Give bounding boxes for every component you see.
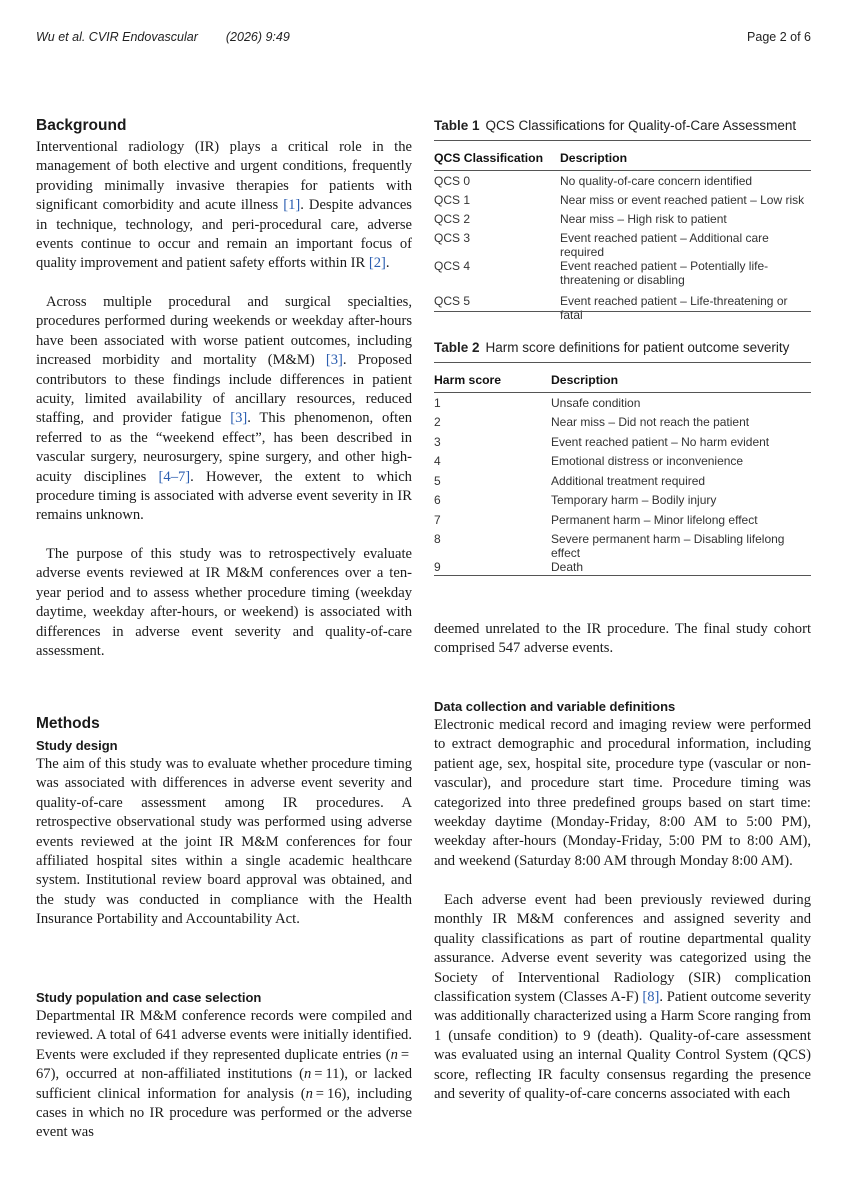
table1-row [434,231,811,259]
table1-header-row [434,146,811,170]
table2-row [434,493,811,513]
table1-description-cell: No quality-of-care concern identified [560,174,753,188]
table1-description-cell: Near miss – High risk to patient [560,212,727,226]
table2-row [434,454,811,474]
data-collection-heading: Data collection and variable definitions [434,699,676,714]
citation-link[interactable]: [8] [642,989,660,1006]
table2-header-description: Description [551,372,619,387]
table2-code-cell: 3 [434,434,441,449]
table1-bottom-rule [434,311,811,312]
table1-top-rule [434,140,811,141]
table2-description-cell: Near miss – Did not reach the patient [551,415,750,429]
table2-row [434,474,811,494]
table1-title [434,118,796,133]
table2 [434,367,811,580]
running-head [36,30,811,48]
table1-row [434,193,811,212]
table2-top-rule [434,362,811,363]
page-number: Page 2 of 6 [747,30,811,44]
table2-description-cell: Permanent harm – Minor lifelong effect [551,512,758,527]
table2-code-cell: 1 [434,396,441,410]
table2-row [434,435,811,455]
table1-code-cell: QCS 2 [434,212,471,226]
table2-code-cell: 7 [434,512,441,527]
running-head-year: (2026) 9:49 [225,30,290,44]
table1-code-cell: QCS 1 [434,193,471,207]
table1-description-cell: Near miss or event reached patient – Low risk [560,193,805,207]
table1-header-rule [434,170,811,171]
data-collection-paragraph-1: Electronic medical record and imaging review were performed to extract demographic and procedural information, including patient age, sex, hospital site, procedure type (vascular or non-vascular), and procedure start time. Procedure timing was categorized into three predefined groups based on start time: weekday daytime (Monday-Friday, 8:00 AM to 5:00 PM), weekday after-hours (Monday-Friday, 5:00 PM to 8:00 AM), and weekend (Saturday 8:00 AM through Monday 8:00 AM). [434,717,811,869]
table1-row [434,294,811,322]
table2-description-cell: Event reached patient – No harm evident [551,434,770,449]
table1-code-cell: QCS 0 [434,174,471,188]
table2-header-score: Harm score [434,372,502,387]
table1 [434,146,811,322]
table2-header-rule [434,392,811,393]
data-collection-paragraph-2: Each adverse event had been previously reviewed during monthly IR M&M conferences and assigned severity and quality classifications as part of routine departmental quality assurance. Adverse event severity was categorized using the Society of Interventional Radiology (SIR) complication classification system (Classes A-F) [8]. Patient outcome severity was additionally characterized using a Harm Score ranging from 1 (unsafe condition) to 9 (death). Quality-of-care assessment was evaluated using an internal Quality Control System (QCS) score, reflecting IR faculty consensus regarding the presence and severity of quality-of-care concerns associated with each [434,892,812,1103]
citation-link[interactable]: [2] [368,255,386,272]
table2-title [434,340,789,355]
table2-code-cell: 5 [434,473,441,488]
table1-code-cell: QCS 4 [434,259,471,273]
table1-caption: QCS Classifications for Quality-of-Care Assessment [485,118,797,133]
citation-link[interactable]: [3] [230,410,248,427]
table2-row [434,513,811,533]
running-head-citation [36,30,290,44]
table2-caption: Harm score definitions for patient outcome severity [485,340,790,355]
table2-description-cell: Death [551,560,584,574]
italic-variable: n [304,1066,312,1083]
table2-code-cell: 2 [434,415,441,429]
table1-description-cell: Event reached patient – Potentially life-threatening or disabling [560,259,769,287]
population-paragraph: Departmental IR M&M conference records were compiled and reviewed. A total of 641 adverse events were initially identified. Events were excluded if they represented duplicate entries (n = 67), occurred at non-affiliated institutions (n = 11), or lacked sufficient clinical information for analysis (n = 16), including cases in which no IR procedure was performed or the adverse event was [36,1008,413,1141]
table2-description-cell: Unsafe condition [551,396,641,410]
table1-header-classification: QCS Classification [434,151,544,165]
table1-row [434,259,811,294]
table1-row [434,212,811,231]
table1-code-cell: QCS 5 [434,294,471,308]
italic-variable: n [305,1085,313,1102]
table1-description-cell: Event reached patient – Life-threatening or fatal [560,294,788,322]
background-paragraph-1: Interventional radiology (IR) plays a critical role in the management of both elective and urgent conditions, frequently providing minimally invasive therapies for patients with significant comorbidity and acute illness [1]. Despite advances in technique, technology, and peri-procedural care, adverse events continue to occur and remain an important focus of quality improvement and patient safety efforts within IR [2]. [36,139,412,272]
citation-link[interactable]: [1] [283,197,301,214]
table2-code-cell: 4 [434,454,441,468]
table1-description-cell: Event reached patient – Additional care required [560,231,769,259]
background-heading: Background [36,117,127,134]
table2-row [434,392,811,415]
table2-code-cell: 8 [434,532,441,546]
study-design-heading: Study design [36,738,118,753]
table2-description-cell: Emotional distress or inconvenience [551,454,744,468]
table1-header-description: Description [560,151,628,165]
table2-row [434,560,811,580]
methods-heading: Methods [36,715,100,732]
table2-code-cell: 9 [434,560,441,574]
table2-code-cell: 6 [434,493,441,507]
study-design-paragraph: The aim of this study was to evaluate whether procedure timing was associated with differences in adverse event severity and quality-of-care assessment among IR procedures. A retrospective observational study was performed using adverse events reviewed at the joint IR M&M conferences for four affiliated hospital sites within a single academic healthcare system. Institutional review board approval was obtained, and the study was conducted in compliance with the Health Insurance Portability and Accountability Act. [36,756,412,928]
population-continuation-paragraph: deemed unrelated to the IR procedure. The final study cohort comprised 547 adverse events. [434,621,811,657]
italic-variable: n [390,1046,398,1063]
table2-bottom-rule [434,575,811,576]
table2-description-cell: Temporary harm – Bodily injury [551,493,717,507]
background-paragraph-3: The purpose of this study was to retrospectively evaluate adverse events reviewed at IR M&M conferences over a ten-year period and to assess whether procedure timing (weekday daytime, weekday after-hours, or weekend) is associated with differences in adverse event severity and quality-of-care assessment. [36,546,412,660]
table2-description-cell: Severe permanent harm – Disabling lifelong effect [551,532,785,560]
table2-row [434,532,811,560]
table1-body [434,170,811,322]
table1-code-cell: QCS 3 [434,231,471,245]
table1-row [434,170,811,193]
table2-header-row [434,367,811,392]
background-paragraph-2: Across multiple procedural and surgical specialties, procedures performed during weekends or weekday after-hours have been associated with worse patient outcomes, including increased morbidity and mortality (M&M) [3]. Proposed contributors to these findings include differences in patient acuity, limited availability of ancillary resources, reduced staffing, and provider fatigue [3]. This phenomenon, often referred to as the “weekend effect”, has been described in vascular surgery, neurosurgery, spine surgery, and other high-acuity disciplines [4–7]. However, the extent to which procedure timing is associated with adverse event severity in IR remains unknown. [36,294,412,524]
population-heading: Study population and case selection [36,990,262,1005]
table2-body [434,392,811,580]
running-head-authors: Wu et al. CVIR Endovascular [36,30,198,44]
citation-link[interactable]: [3] [325,352,343,369]
table2-description-cell: Additional treatment required [551,473,706,488]
table2-row [434,415,811,435]
table2-label: Table 2 [434,340,480,355]
table1-label: Table 1 [434,118,480,133]
citation-link[interactable]: [4–7] [158,468,191,485]
